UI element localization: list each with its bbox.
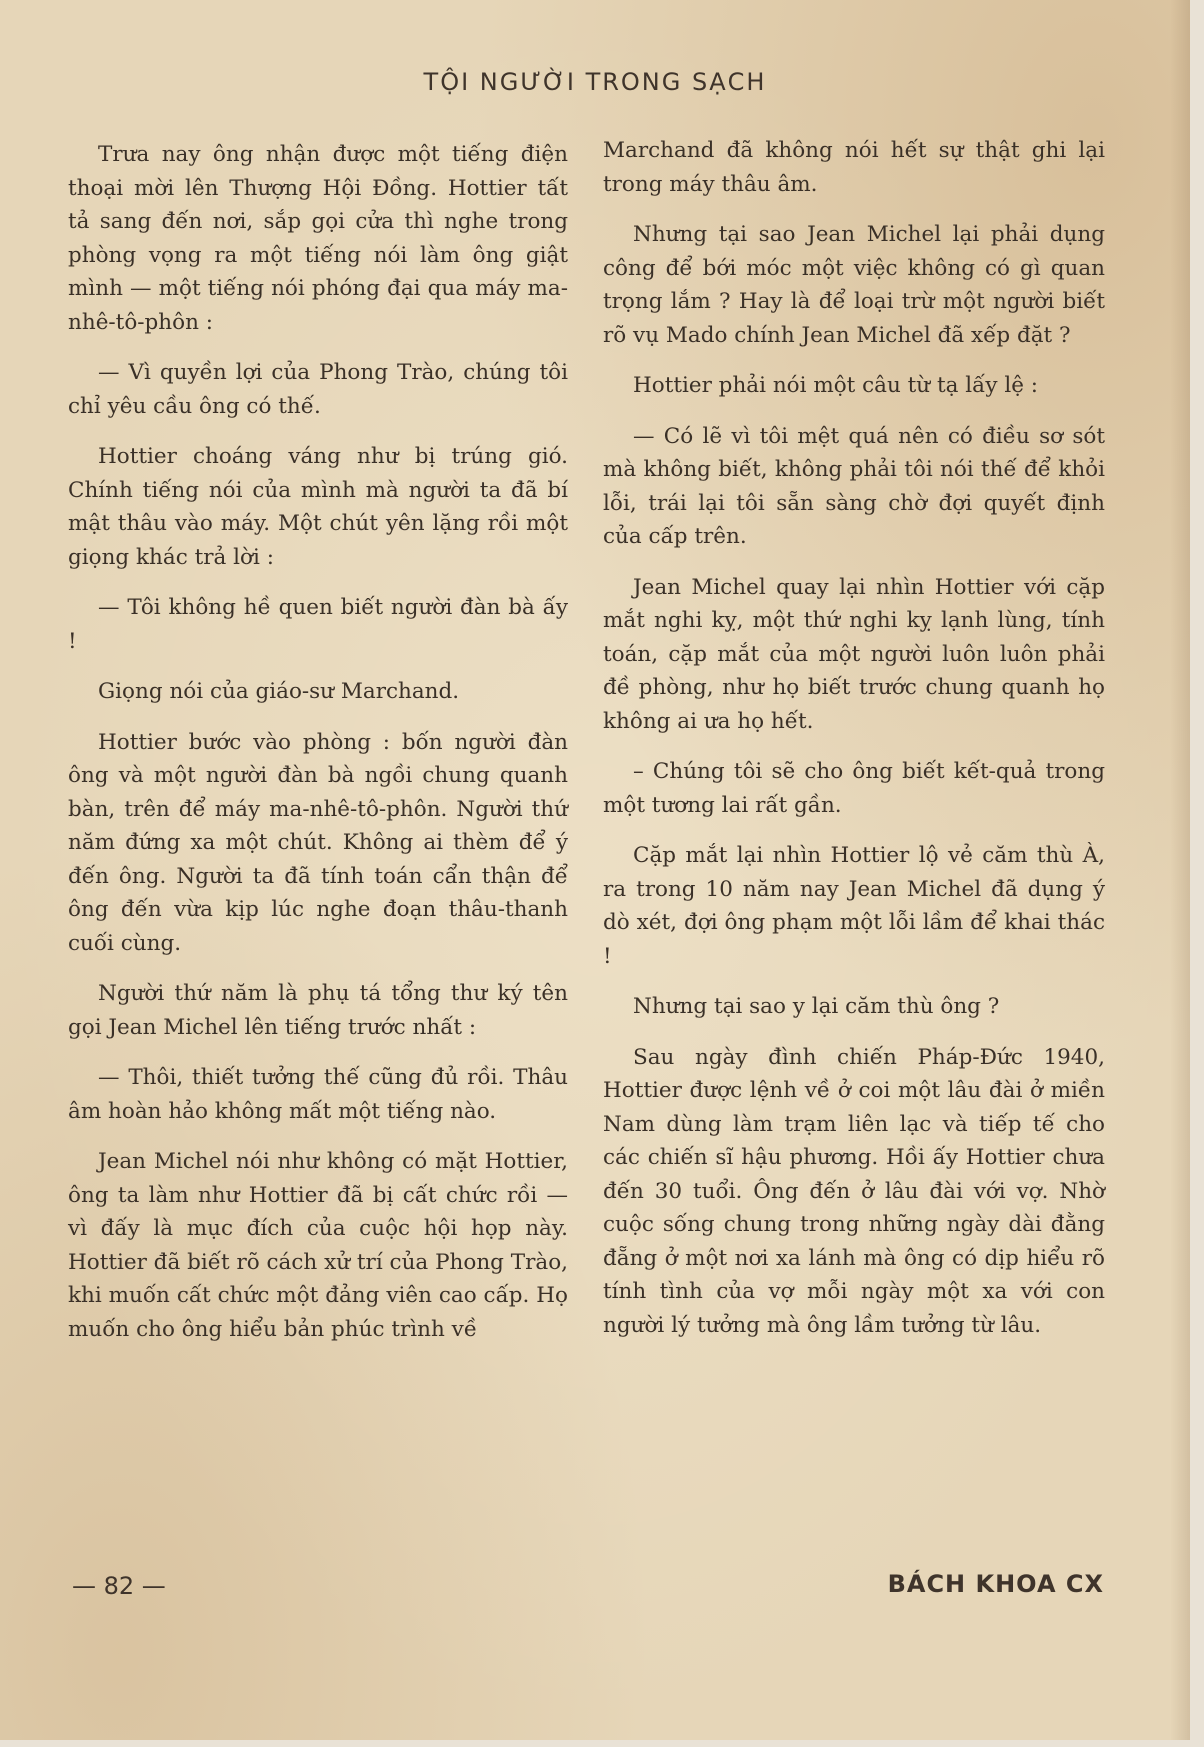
publication-name: BÁCH KHOA CX bbox=[887, 1570, 1104, 1598]
page-edge-shadow bbox=[1170, 0, 1190, 1740]
paragraph: Giọng nói của giáo-sư Marchand. bbox=[98, 679, 460, 704]
paragraph: Cặp mắt lại nhìn Hottier lộ vẻ căm thù À, ra trong 10 năm nay Jean Michel đã dụng ý dò xét, đợi ông phạm một lỗi lầm để khai thác ! bbox=[603, 843, 1105, 969]
paragraph: Jean Michel quay lại nhìn Hottier với cặp mắt nghi kỵ, một thứ nghi kỵ lạnh lùng, tính toán, cặp mắt của một người luôn luôn phải đề phòng, như họ biết trước chung quanh họ không ai ưa họ hết. bbox=[603, 574, 1105, 734]
right-column bbox=[603, 134, 1105, 1359]
paragraph: – Chúng tôi sẽ cho ông biết kết-quả trong một tương lai rất gần. bbox=[603, 759, 1105, 818]
page-number: — 82 — bbox=[72, 1572, 166, 1600]
running-header: TỘI NGƯỜI TRONG SẠCH bbox=[423, 68, 767, 96]
paragraph: — Vì quyền lợi của Phong Trào, chúng tôi chỉ yêu cầu ông có thế. bbox=[68, 360, 568, 419]
paragraph: Hottier phải nói một câu từ tạ lấy lệ : bbox=[633, 373, 1038, 398]
left-column bbox=[68, 138, 568, 1363]
paragraph-continuation: Marchand đã không nói hết sự thật ghi lại trong máy thâu âm. bbox=[603, 138, 1105, 197]
paragraph: — Có lẽ vì tôi mệt quá nên có điều sơ sót mà không biết, không phải tôi nói thế để khỏi lỗi, trái lại tôi sẵn sàng chờ đợi quyết định của cấp trên. bbox=[603, 423, 1105, 549]
paragraph: Nhưng tại sao y lại căm thù ông ? bbox=[633, 994, 1000, 1019]
paragraph: Sau ngày đình chiến Pháp-Đức 1940, Hottier được lệnh về ở coi một lâu đài ở miền Nam dùng làm trạm liên lạc và tiếp tế cho các chiến sĩ hậu phương. Hồi ấy Hottier chưa đến 30 tuổi. Ông đến ở lâu đài với vợ. Nhờ cuộc sống chung trong những ngày dài đằng đẵng ở một nơi xa lánh mà ông có dịp hiểu rõ tính tình của vợ mỗi ngày một xa với con người lý tưởng mà ông lầm tưởng từ lâu. bbox=[603, 1044, 1105, 1338]
paragraph: Trưa nay ông nhận được một tiếng điện thoại mời lên Thượng Hội Đồng. Hottier tất tả sang đến nơi, sắp gọi cửa thì nghe trong phòng vọng ra một tiếng nói làm ông giật mình — một tiếng nói phóng đại qua máy ma-nhê-tô-phôn : bbox=[68, 142, 568, 335]
paragraph: Nhưng tại sao Jean Michel lại phải dụng công để bới móc một việc không có gì quan trọng lắm ? Hay là để loại trừ một người biết rõ vụ Mado chính Jean Michel đã xếp đặt ? bbox=[603, 222, 1105, 348]
paragraph: Jean Michel nói như không có mặt Hottier, ông ta làm như Hottier đã bị cất chức rồi — vì đấy là mục đích của cuộc hội họp này. Hottier đã biết rõ cách xử trí của Phong Trào, khi muốn cất chức một đảng viên cao cấp. Họ muốn cho ông hiểu bản phúc trình về bbox=[68, 1149, 568, 1342]
paragraph: — Thôi, thiết tưởng thế cũng đủ rồi. Thâu âm hoàn hảo không mất một tiếng nào. bbox=[68, 1065, 568, 1124]
paragraph: Hottier bước vào phòng : bốn người đàn ông và một người đàn bà ngồi chung quanh bàn, trên để máy ma-nhê-tô-phôn. Người thứ năm đứng xa một chút. Không ai thèm để ý đến ông. Người ta đã tính toán cẩn thận để ông đến vừa kịp lúc nghe đoạn thâu-thanh cuối cùng. bbox=[68, 729, 568, 956]
paragraph: Người thứ năm là phụ tá tổng thư ký tên gọi Jean Michel lên tiếng trước nhất : bbox=[68, 981, 568, 1040]
paragraph: — Tôi không hề quen biết người đàn bà ấy ! bbox=[68, 595, 568, 654]
paragraph: Hottier choáng váng như bị trúng gió. Chính tiếng nói của mình mà người ta đã bí mật thâu vào máy. Một chút yên lặng rồi một giọng khác trả lời : bbox=[68, 444, 568, 570]
